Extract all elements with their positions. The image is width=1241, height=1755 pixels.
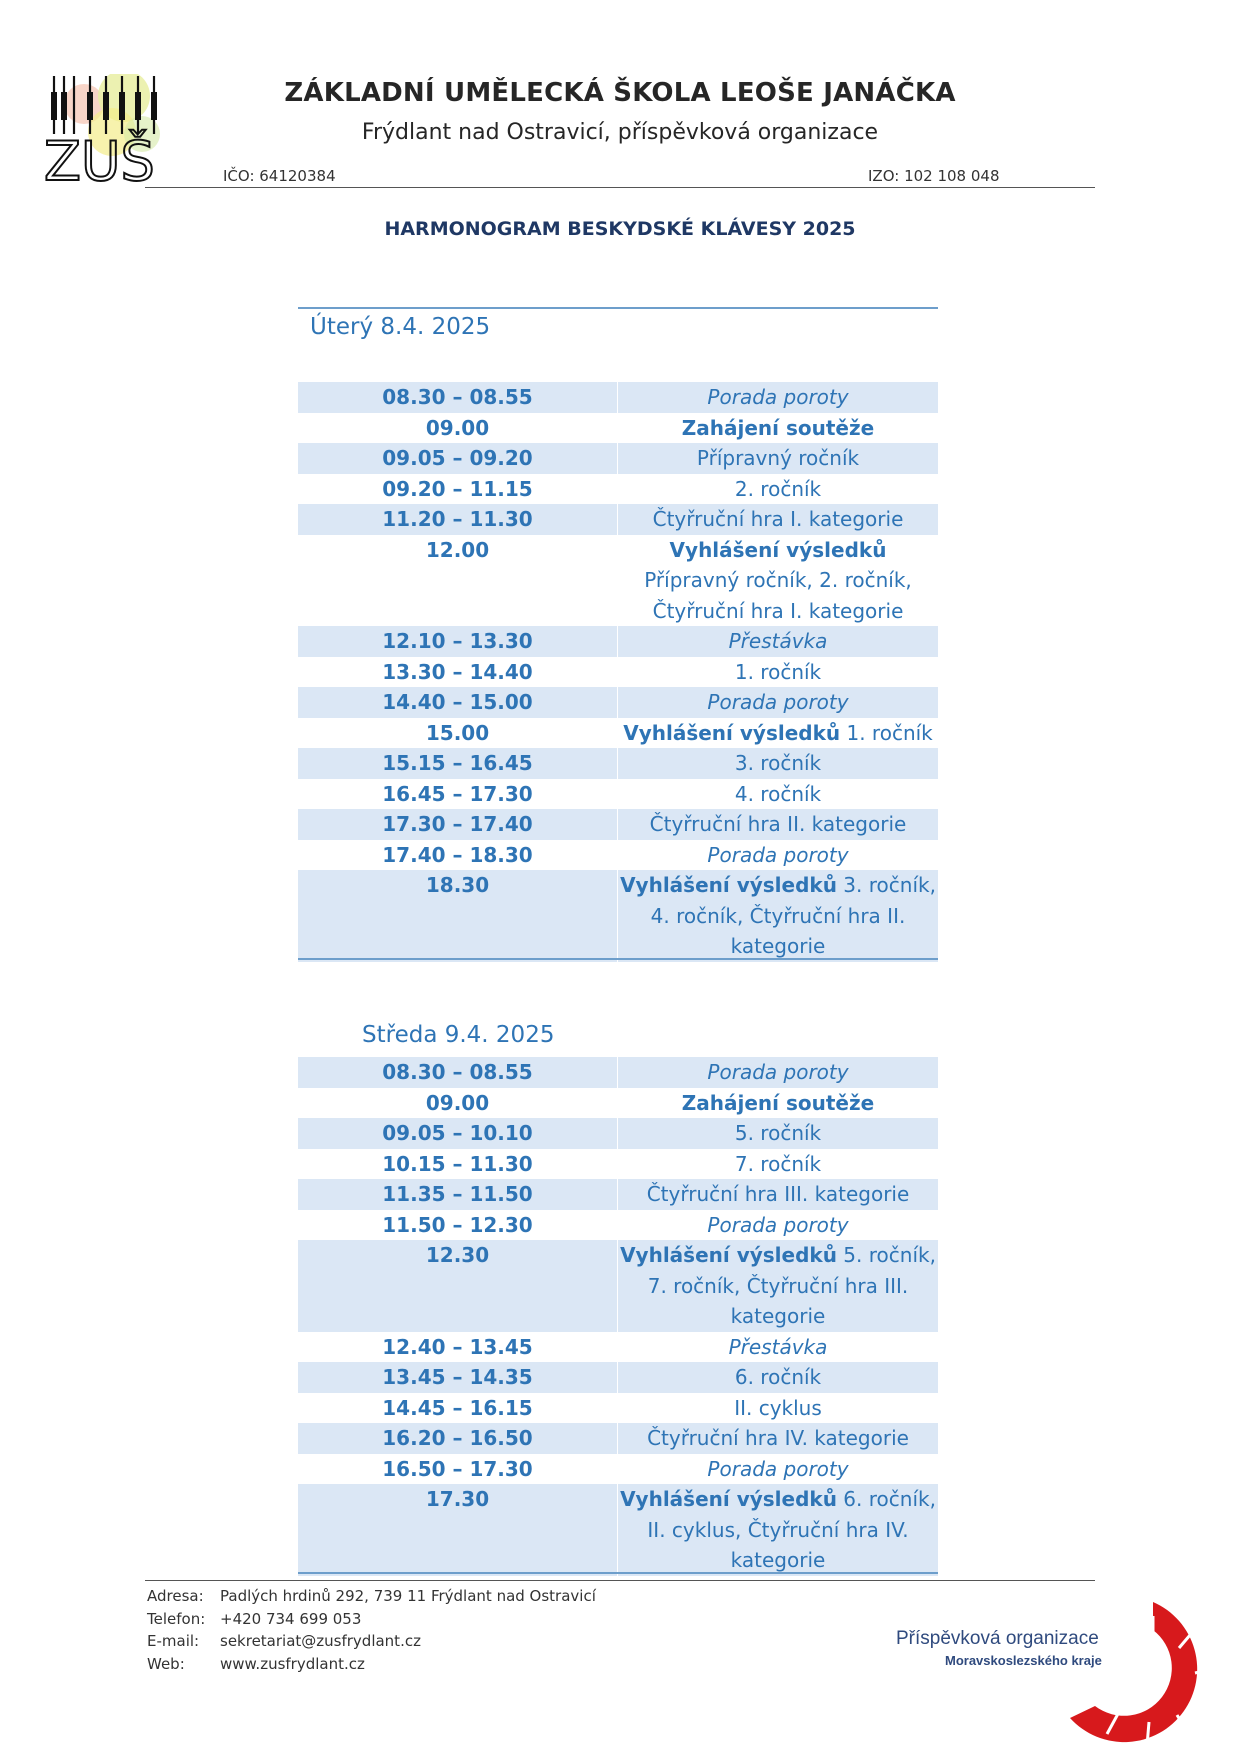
schedule-description: 4. ročník xyxy=(734,781,822,806)
schedule-description: 5. ročník xyxy=(734,1121,822,1145)
schedule-description: Čtyřruční hra II. kategorie xyxy=(649,812,907,836)
phone-value[interactable]: +420 734 699 053 xyxy=(220,1609,362,1628)
schedule-description: Porada poroty xyxy=(707,690,849,714)
izo-number: IZO: 102 108 048 xyxy=(868,167,1000,185)
results-categories-line: 4. ročník, Čtyřruční hra II. xyxy=(650,903,906,928)
schedule-row xyxy=(298,809,938,840)
results-categories-line: II. cyklus, Čtyřruční hra IV. xyxy=(647,1517,909,1542)
results-categories: 1. ročník xyxy=(840,720,933,745)
day1-bottom-rule xyxy=(298,958,938,960)
schedule-description: 6. ročník xyxy=(734,1365,822,1389)
schedule-description: Přestávka xyxy=(728,1334,828,1359)
schedule-row xyxy=(298,504,938,535)
schedule-time: 13.45 – 14.35 xyxy=(298,1362,618,1393)
day2-label: Středa 9.4. 2025 xyxy=(362,1022,555,1048)
ico-number: IČO: 64120384 xyxy=(223,167,336,185)
results-categories-line: Přípravný ročník, 2. ročník, xyxy=(644,568,912,592)
schedule-description: 3. ročník xyxy=(734,751,822,775)
schedule-description: II. cyklus xyxy=(734,1395,822,1420)
schedule-row xyxy=(298,1240,938,1332)
results-announcement-label: Vyhlášení výsledků xyxy=(620,1487,837,1511)
schedule-row xyxy=(298,1179,938,1210)
region-organization-logo xyxy=(895,1600,1235,1750)
schedule-row xyxy=(298,1454,938,1485)
schedule-time: 12.40 – 13.45 xyxy=(298,1332,618,1363)
schedule-row xyxy=(298,870,938,962)
schedule-time: 10.15 – 11.30 xyxy=(298,1149,618,1180)
schedule-row xyxy=(298,382,938,413)
schedule-time: 09.00 xyxy=(298,1088,618,1119)
schedule-description xyxy=(618,1240,938,1332)
results-announcement-label: Vyhlášení výsledků xyxy=(669,537,887,562)
schedule-row xyxy=(298,1362,938,1393)
logo-text: ZUŠ xyxy=(44,130,155,184)
schedule-row xyxy=(298,687,938,718)
schedule-time: 14.45 – 16.15 xyxy=(298,1393,618,1424)
schedule-row xyxy=(298,748,938,779)
schedule-row xyxy=(298,1210,938,1241)
results-categories-line: kategorie xyxy=(730,1304,826,1328)
schedule-description: Zahájení soutěže xyxy=(681,415,875,440)
schedule-row xyxy=(298,626,938,657)
schedule-row xyxy=(298,1149,938,1180)
schedule-time: 14.40 – 15.00 xyxy=(298,687,618,718)
schedule-row xyxy=(298,718,938,749)
day1-label: Úterý 8.4. 2025 xyxy=(310,314,491,340)
schedule-time: 08.30 – 08.55 xyxy=(298,382,618,413)
footer-contacts xyxy=(147,1585,596,1675)
schedule-time: 11.20 – 11.30 xyxy=(298,504,618,535)
email-label: E-mail: xyxy=(147,1632,200,1650)
schedule-time: 11.35 – 11.50 xyxy=(298,1179,618,1210)
schedule-time: 09.05 – 10.10 xyxy=(298,1118,618,1149)
schedule-description: 7. ročník xyxy=(734,1151,822,1176)
schedule-time: 15.15 – 16.45 xyxy=(298,748,618,779)
schedule-description xyxy=(618,535,938,627)
schedule-time: 12.30 xyxy=(298,1240,618,1332)
schedule-description: Porada poroty xyxy=(707,385,849,409)
schedule-description: Porada poroty xyxy=(707,1212,849,1237)
results-categories: 3. ročník, xyxy=(836,873,936,897)
schedule-description: Čtyřruční hra I. kategorie xyxy=(652,507,904,531)
email-link[interactable]: sekretariat@zusfrydlant.cz xyxy=(220,1632,421,1650)
schedule-row xyxy=(298,1057,938,1088)
schedule-description xyxy=(618,1484,938,1576)
results-categories-line: 7. ročník, Čtyřruční hra III. xyxy=(647,1273,909,1298)
schedule-time: 12.00 xyxy=(298,535,618,627)
day2-schedule-table xyxy=(298,1057,938,1576)
phone-label: Telefon: xyxy=(147,1609,206,1628)
schedule-row xyxy=(298,657,938,688)
schedule-row xyxy=(298,1332,938,1363)
day1-schedule-table xyxy=(298,382,938,962)
results-categories-line: kategorie xyxy=(730,1548,826,1572)
results-categories-line: Čtyřruční hra I. kategorie xyxy=(652,598,904,623)
schedule-description: Přípravný ročník xyxy=(696,446,860,470)
schedule-time: 13.30 – 14.40 xyxy=(298,657,618,688)
schedule-time: 12.10 – 13.30 xyxy=(298,626,618,657)
org-name-line1: Příspěvková organizace xyxy=(896,1628,1099,1649)
schedule-time: 11.50 – 12.30 xyxy=(298,1210,618,1241)
schedule-description: Čtyřruční hra IV. kategorie xyxy=(647,1426,909,1450)
schedule-description: Zahájení soutěže xyxy=(681,1090,875,1115)
schedule-description: Porada poroty xyxy=(707,842,849,867)
schedule-row xyxy=(298,779,938,810)
schedule-row xyxy=(298,474,938,505)
schedule-time: 16.20 – 16.50 xyxy=(298,1423,618,1454)
document-title: HARMONOGRAM BESKYDSKÉ KLÁVESY 2025 xyxy=(384,218,856,240)
schedule-time: 09.05 – 09.20 xyxy=(298,443,618,474)
schedule-description: Přestávka xyxy=(728,629,828,653)
schedule-description: 1. ročník xyxy=(734,659,822,684)
header-divider xyxy=(145,187,1095,188)
schedule-row xyxy=(298,1088,938,1119)
schedule-time: 17.40 – 18.30 xyxy=(298,840,618,871)
results-categories: 5. ročník, xyxy=(836,1243,936,1267)
day2-bottom-rule xyxy=(298,1572,938,1574)
schedule-time: 17.30 xyxy=(298,1484,618,1576)
address-label: Adresa: xyxy=(147,1587,204,1605)
schedule-row xyxy=(298,535,938,627)
school-name: ZÁKLADNÍ UMĚLECKÁ ŠKOLA LEOŠE JANÁČKA xyxy=(284,78,956,108)
results-categories-line: kategorie xyxy=(730,934,826,958)
schedule-description xyxy=(618,870,938,962)
schedule-time: 09.00 xyxy=(298,413,618,444)
org-name-line2: Moravskoslezského kraje xyxy=(945,1653,1102,1668)
schedule-row xyxy=(298,1423,938,1454)
results-categories: 6. ročník, xyxy=(836,1487,936,1511)
schedule-row xyxy=(298,1393,938,1424)
schedule-time: 16.50 – 17.30 xyxy=(298,1454,618,1485)
schedule-description: Porada poroty xyxy=(707,1456,849,1481)
schedule-row xyxy=(298,413,938,444)
schedule-time: 09.20 – 11.15 xyxy=(298,474,618,505)
schedule-description: 2. ročník xyxy=(734,476,822,501)
schedule-row xyxy=(298,840,938,871)
school-subtitle: Frýdlant nad Ostravicí, příspěvková organizace xyxy=(361,120,879,145)
footer-divider xyxy=(145,1580,1095,1581)
schedule-description: Porada poroty xyxy=(707,1060,849,1084)
schedule-row xyxy=(298,1118,938,1149)
schedule-time: 17.30 – 17.40 xyxy=(298,809,618,840)
schedule-description: Čtyřruční hra III. kategorie xyxy=(646,1182,910,1206)
web-link[interactable]: www.zusfrydlant.cz xyxy=(220,1654,365,1673)
schedule-time: 18.30 xyxy=(298,870,618,962)
results-announcement-label: Vyhlášení výsledků xyxy=(620,1243,837,1267)
schedule-row xyxy=(298,443,938,474)
schedule-time: 08.30 – 08.55 xyxy=(298,1057,618,1088)
schedule-time: 16.45 – 17.30 xyxy=(298,779,618,810)
schedule-description xyxy=(618,718,938,749)
results-announcement-label: Vyhlášení výsledků xyxy=(620,873,837,897)
results-announcement-label: Vyhlášení výsledků xyxy=(623,720,841,745)
schedule-time: 15.00 xyxy=(298,718,618,749)
address-value: Padlých hrdinů 292, 739 11 Frýdlant nad Ostravicí xyxy=(220,1587,596,1605)
schedule-row xyxy=(298,1484,938,1576)
web-label: Web: xyxy=(147,1654,185,1673)
day1-top-rule xyxy=(298,307,938,309)
